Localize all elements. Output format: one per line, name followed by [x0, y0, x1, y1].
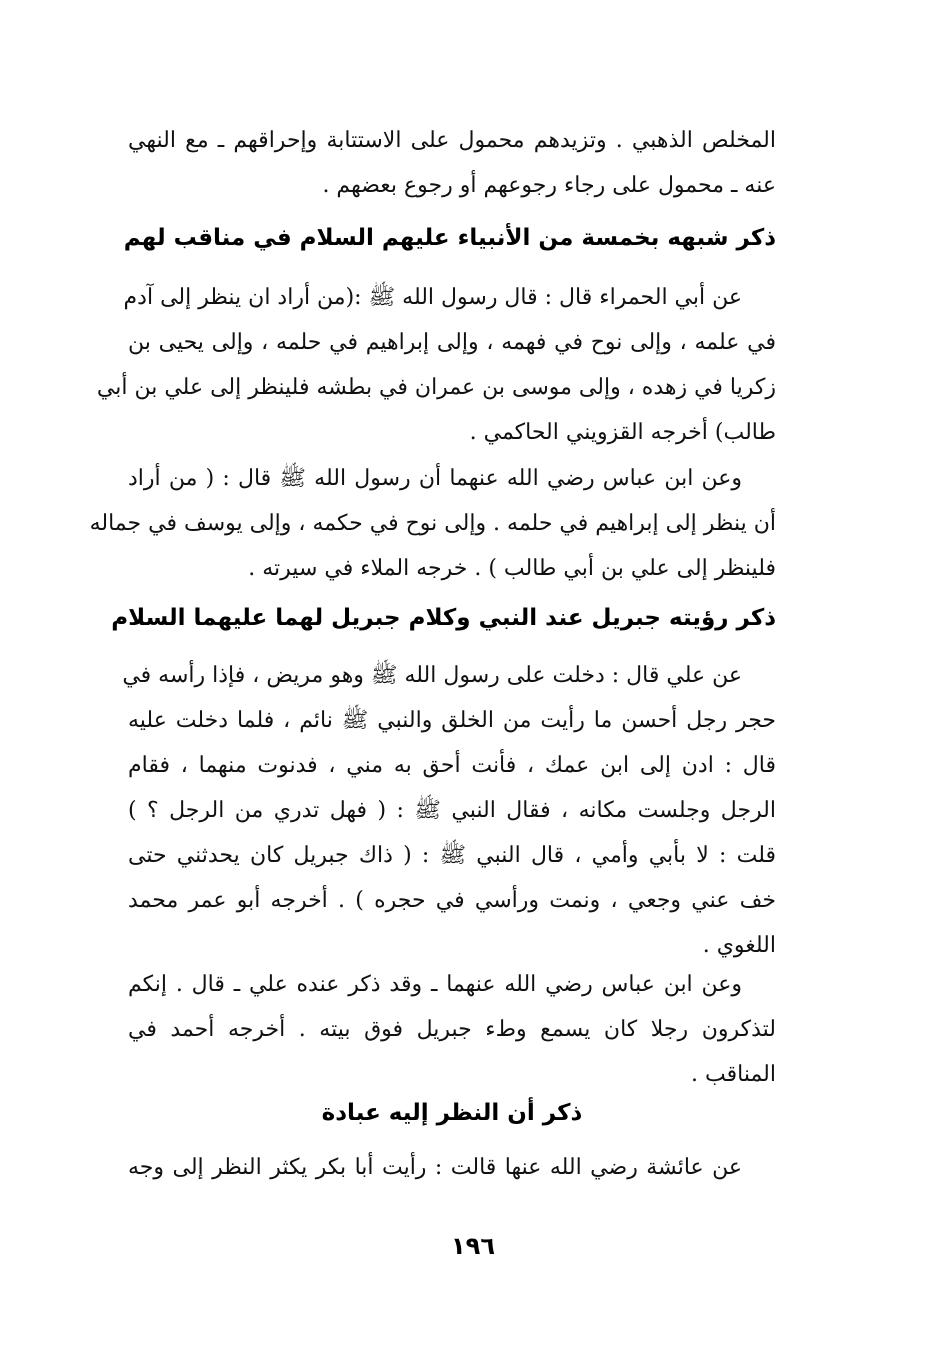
text-line: عن أبي الحمراء قال : قال رسول الله ﷺ :(من أراد ان ينظر إلى آدم: [123, 285, 742, 310]
text-line: طالب) أخرجه القزويني الحاكمي .: [469, 420, 776, 445]
text-line: قلت : لا بأبي وأمي ، قال النبي ﷺ : ( ذاك جبريل كان يحدثني حتى: [128, 843, 776, 868]
text-line: وعن ابن عباس رضي الله عنهما ـ وقد ذكر عنده علي ـ قال . إنكم: [128, 972, 742, 997]
text-line: قال : ادن إلى ابن عمك ، فأنت أحق به مني ، فدنوت منهما ، فقام: [128, 753, 776, 778]
text-line: عن عائشة رضي الله عنها قالت : رأيت أبا بكر يكثر النظر إلى وجه: [128, 1155, 742, 1180]
text-line: وعن ابن عباس رضي الله عنهما أن رسول الله ﷺ قال : ( من أراد: [128, 466, 742, 491]
text-line: اللغوي .: [702, 933, 776, 958]
paragraph-ibn-abbas-1: [89, 456, 776, 591]
text-line: الرجل وجلست مكانه ، فقال النبي ﷺ : ( فهل تدري من الرجل ؟ ): [128, 798, 776, 823]
section-heading-prophets-likeness: ذكر شبهه بخمسة من الأنبياء عليهم السلام في مناقب لهم: [123, 225, 776, 251]
text-line: حجر رجل أحسن ما رأيت من الخلق والنبي ﷺ نائم ، فلما دخلت عليه: [128, 708, 776, 733]
text-line: في علمه ، وإلى نوح في فهمه ، وإلى إبراهيم في حلمه ، وإلى يحيى بن: [128, 330, 776, 355]
paragraph-intro: [128, 118, 776, 208]
text-line: عن علي قال : دخلت على رسول الله ﷺ وهو مريض ، فإذا رأسه في: [122, 663, 742, 688]
text-line: عنه ـ محمول على رجاء رجوعهم أو رجوع بعضهم .: [322, 173, 776, 198]
page-number: ١٩٦: [451, 1232, 495, 1260]
text-line: المخلص الذهبي . وتزيدهم محمول على الاستتابة وإحراقهم ـ مع النهي: [128, 128, 776, 153]
text-line: لتذكرون رجلا كان يسمع وطء جبريل فوق بيته . أخرجه أحمد في: [128, 1017, 776, 1042]
text-line: خف عني وجعي ، ونمت ورأسي في حجره ) . أخرجه أبو عمر محمد: [128, 888, 776, 913]
section-heading-jibril: ذكر رؤيته جبريل عند النبي وكلام جبريل لهما عليهما السلام: [111, 605, 776, 631]
text-line: أن ينظر إلى إبراهيم في حلمه . وإلى نوح في حكمه ، وإلى يوسف في جماله: [89, 511, 776, 536]
text-line: فلينظر إلى علي بن أبي طالب ) . خرجه الملاء في سيرته .: [248, 556, 776, 581]
text-line: زكريا في زهده ، وإلى موسى بن عمران في بطشه فلينظر إلى علي بن أبي: [96, 375, 776, 400]
text-line: المناقب .: [691, 1062, 776, 1087]
paragraph-ibn-abbas-2: [128, 962, 776, 1097]
paragraph-aisha: [128, 1145, 776, 1190]
paragraph-abu-al-hamra: [96, 275, 776, 455]
paragraph-ali: [122, 653, 776, 968]
section-heading-gaze-worship: ذكر أن النظر إليه عبادة: [321, 1100, 583, 1126]
